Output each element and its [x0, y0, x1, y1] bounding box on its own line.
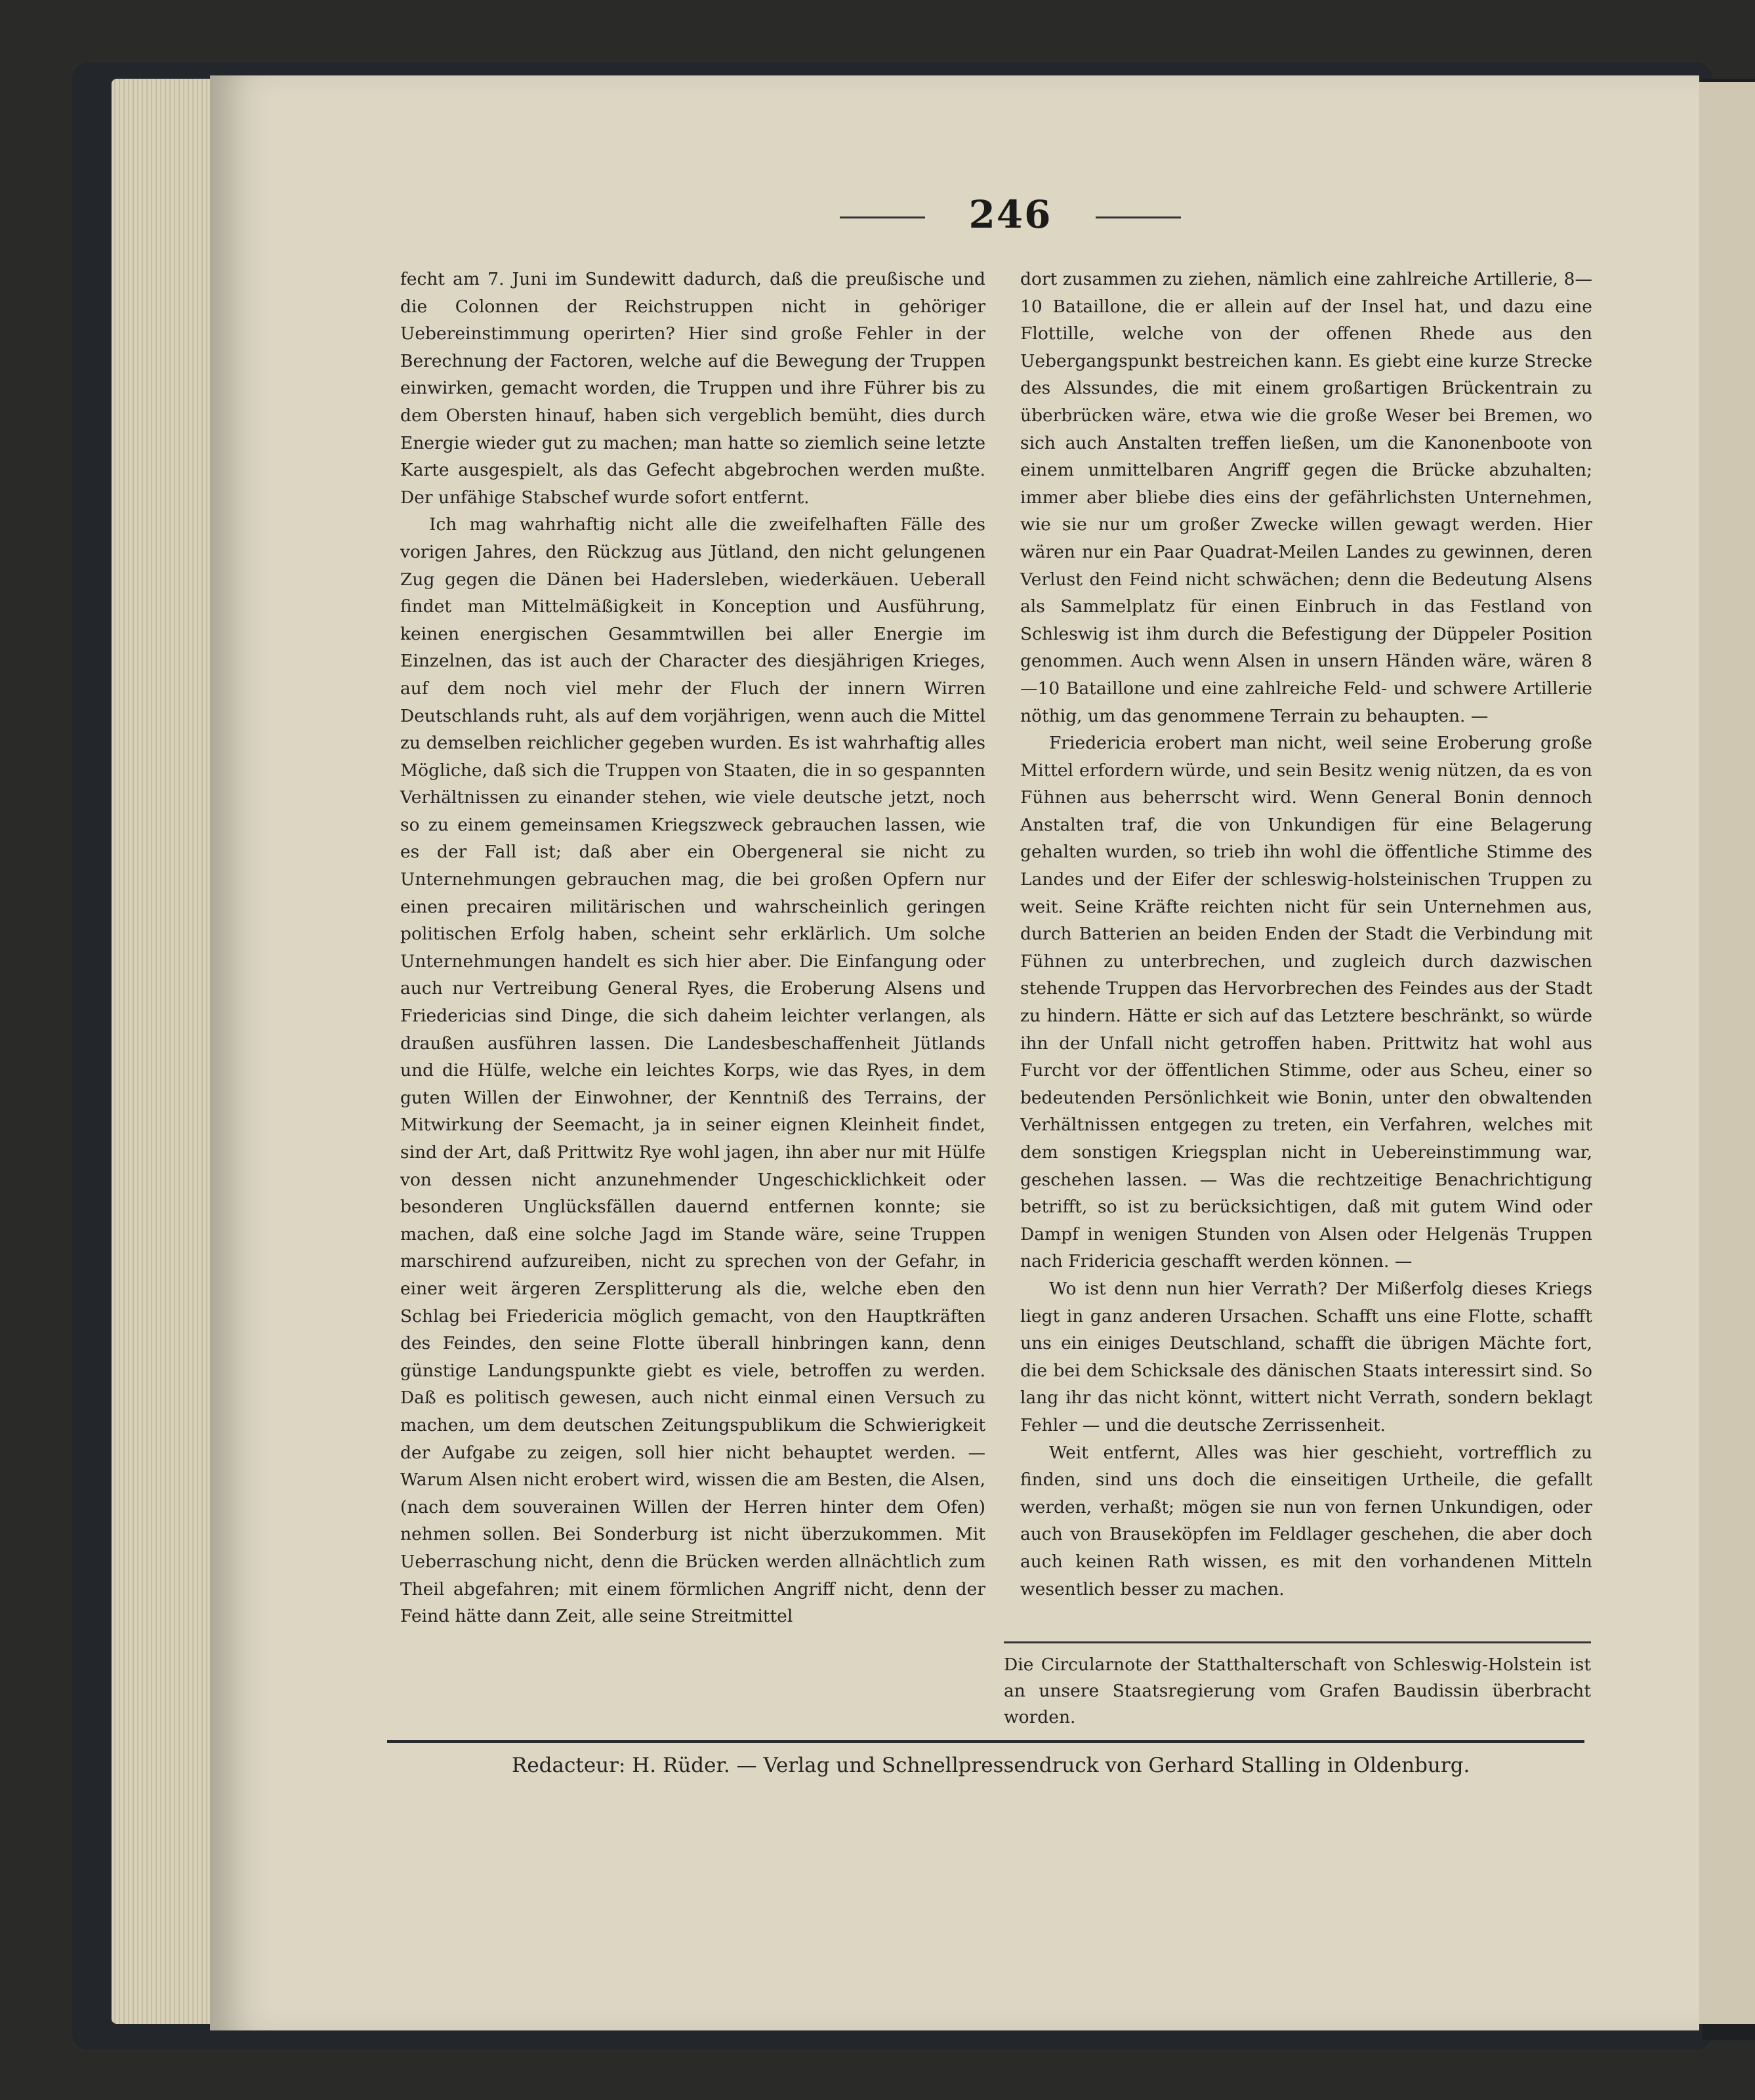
paragraph: Weit entfernt, Alles was hier geschieht, vortrefflich zu finden, sind uns doch die einseitigen Urtheile, die gefallt werden, verhaßt; mögen sie nun von fernen Unkundigen, oder auch von Brauseköpfen im Feldlager geschehen, die aber doch auch keinen Rath wissen, es mit den vorhandenen Mitteln wesentlich besser zu machen. — [1020, 1442, 1592, 1599]
page-edges — [112, 79, 223, 2024]
imprint-line: Redacteur: H. Rüder. — Verlag und Schnellpressendruck von Gerhard Stalling in Oldenburg. — [512, 1754, 1470, 1777]
notice-paragraph: Die Circularnote der Statthalterschaft von Schleswig-Holstein ist an unsere Staatsregierung vom Grafen Baudissin überbracht worden. — [1004, 1655, 1591, 1727]
facing-page-edge — [1699, 82, 1755, 2024]
right-column — [1020, 266, 1592, 1603]
header-rule-right — [1096, 216, 1181, 218]
left-column — [400, 266, 985, 1630]
footer-rule — [387, 1740, 1584, 1743]
header-rule-left — [840, 216, 925, 218]
paragraph: dort zusammen zu ziehen, nämlich eine zahlreiche Artillerie, 8—10 Bataillone, die er allein auf der Insel hat, und dazu eine Flottille, welche von der offenen Rhede aus den Uebergangspunkt bestreichen kann. Es giebt eine kurze Strecke des Alssundes, die mit einem großartigen Brückentrain zu überbrücken wäre, etwa wie die große Weser bei Bremen, wo sich auch Anstalten treffen ließen, um die Kanonenboote von einem unmittelbaren Angriff gegen die Brücke abzuhalten; immer aber bliebe dies eins der gefährlichsten Unternehmen, wie sie nur um großer Zwecke willen gewagt werden. Hier wären nur ein Paar Quadrat-Meilen Landes zu gewinnen, deren Verlust den Feind nicht schwächen; denn die Bedeutung Alsens als Sammelplatz für einen Einbruch in das Festland von Schleswig ist ihm durch die Befestigung der Düppeler Position genommen. Auch wenn Alsen in unsern Händen wäre, wären 8—10 Bataillone und eine zahlreiche Feld- und schwere Artillerie nöthig, um das genommene Terrain zu behaupten. — — [1020, 269, 1592, 726]
paragraph: fecht am 7. Juni im Sundewitt dadurch, daß die preußische und die Colonnen der Reichstruppen nicht in gehöriger Uebereinstimmung operirten? Hier sind große Fehler in der Berechnung der Factoren, welche auf die Bewegung der Truppen einwirken, gemacht worden, die Truppen und ihre Führer bis zu dem Obersten hinauf, haben sich vergeblich bemüht, dies durch Energie wieder gut zu machen; man hatte so ziemlich seine letzte Karte ausgespielt, als das Gefecht abgebrochen werden mußte. Der unfähige Stabschef wurde sofort entfernt. — [400, 269, 985, 508]
article-end-rule — [1004, 1641, 1591, 1643]
paragraph: Wo ist denn nun hier Verrath? Der Mißerfolg dieses Kriegs liegt in ganz anderen Ursachen. Schafft uns eine Flotte, schafft uns ein einiges Deutschland, schafft die übrigen Mächte fort, die bei dem Schicksale des dänischen Staats interessirt sind. So lang ihr das nicht könnt, wittert nicht Verrath, sondern beklagt Fehler — und die deutsche Zerrissenheit. — [1020, 1278, 1592, 1435]
paragraph: Friedericia erobert man nicht, weil seine Eroberung große Mittel erfordern würde, und sein Besitz wenig nützen, da es von Fühnen aus beherrscht wird. Wenn General Bonin dennoch Anstalten traf, die von Unkundigen für eine Belagerung gehalten wurden, so trieb ihn wohl die öffentliche Stimme des Landes und der Eifer der schleswig-holsteinischen Truppen zu weit. Seine Kräfte reichten nicht für sein Unternehmen aus, durch Batterien an beiden Enden der Stadt die Verbindung mit Fühnen zu unterbrechen, und zugleich durch dazwischen stehende Truppen das Hervorbrechen des Feindes aus der Stadt zu hindern. Hätte er sich auf das Letztere beschränkt, so würde ihn der Unfall nicht getroffen haben. Prittwitz hat wohl aus Furcht vor der öffentlichen Stimme, oder aus Scheu, einer so bedeutenden Persönlichkeit wie Bonin, unter den obwaltenden Verhältnissen entgegen zu treten, ein Verfahren, welches mit dem sonstigen Kriegsplan nicht in Uebereinstimmung war, geschehen lassen. — Was die rechtzeitige Benachrichtigung betrifft, so ist zu berücksichtigen, daß mit gutem Wind oder Dampf in wenigen Stunden von Alsen oder Helgenäs Truppen nach Fridericia geschafft werden können. — — [1020, 733, 1592, 1272]
page-number: 246 — [968, 192, 1052, 237]
page-number-header — [840, 185, 1181, 244]
paragraph: Ich mag wahrhaftig nicht alle die zweifelhaften Fälle des vorigen Jahres, den Rückzug aus Jütland, den nicht gelungenen Zug gegen die Dänen bei Hadersleben, wiederkäuen. Ueberall findet man Mittelmäßigkeit in Konception und Ausführung, keinen energischen Gesammtwillen bei aller Energie im Einzelnen, das ist auch der Character des diesjährigen Krieges, auf dem noch viel mehr der Fluch der innern Wirren Deutschlands ruht, als auf dem vorjährigen, wenn auch die Mittel zu demselben reichlicher gegeben wurden. Es ist wahrhaftig alles Mögliche, daß sich die Truppen von Staaten, die in so gespannten Verhältnissen zu einander stehen, wie viele deutsche jetzt, noch so zu einem gemeinsamen Kriegszweck gebrauchen lassen, wie es der Fall ist; daß aber ein Obergeneral sie nicht zu Unternehmungen gebrauchen mag, die bei großen Opfern nur einen precairen militärischen und wahrscheinlich geringen politischen Erfolg haben, scheint sehr erklärlich. Um solche Unternehmungen handelt es sich hier aber. Die Einfangung oder auch nur Vertreibung General Ryes, die Eroberung Alsens und Friedericias sind Dinge, die sich daheim leichter verlangen, als draußen ausführen lassen. Die Landesbeschaffenheit Jütlands und die Hülfe, welche ein leichtes Korps, wie das Ryes, in dem guten Willen der Einwohner, der Kenntniß des Terrains, der Mitwirkung der Seemacht, ja in seiner eignen Kleinheit findet, sind der Art, daß Prittwitz Rye wohl jagen, ihn aber nur mit Hülfe von dessen nicht anzunehmender Ungeschicklichkeit oder besonderen Unglücksfällen dauernd entfernen konnte; sie machen, daß eine solche Jagd im Stande wäre, seine Truppen marschirend aufzureiben, nicht zu sprechen von der Gefahr, in einer weit ärgeren Zersplitterung als die, welche eben den Schlag bei Friedericia möglich gemacht, von den Hauptkräften des Feindes, den seine Flotte überall hinbringen kann, denn günstige Landungspunkte giebt es viele, betroffen zu werden. Daß es politisch gewesen, auch nicht einmal einen Versuch zu machen, um dem deutschen Zeitungspublikum die Schwierigkeit der Aufgabe zu zeigen, soll hier nicht behauptet werden. — Warum Alsen nicht erobert wird, wissen die am Besten, die Alsen, (nach dem souverainen Willen der Herren hinter dem Ofen) nehmen sollen. Bei Sonderburg ist nicht überzukommen. Mit Ueberraschung nicht, denn die Brücken werden allnächtlich zum Theil abgefahren; mit einem förmlichen Angriff nicht, denn der Feind hätte dann Zeit, alle seine Streitmittel — [400, 514, 985, 1627]
